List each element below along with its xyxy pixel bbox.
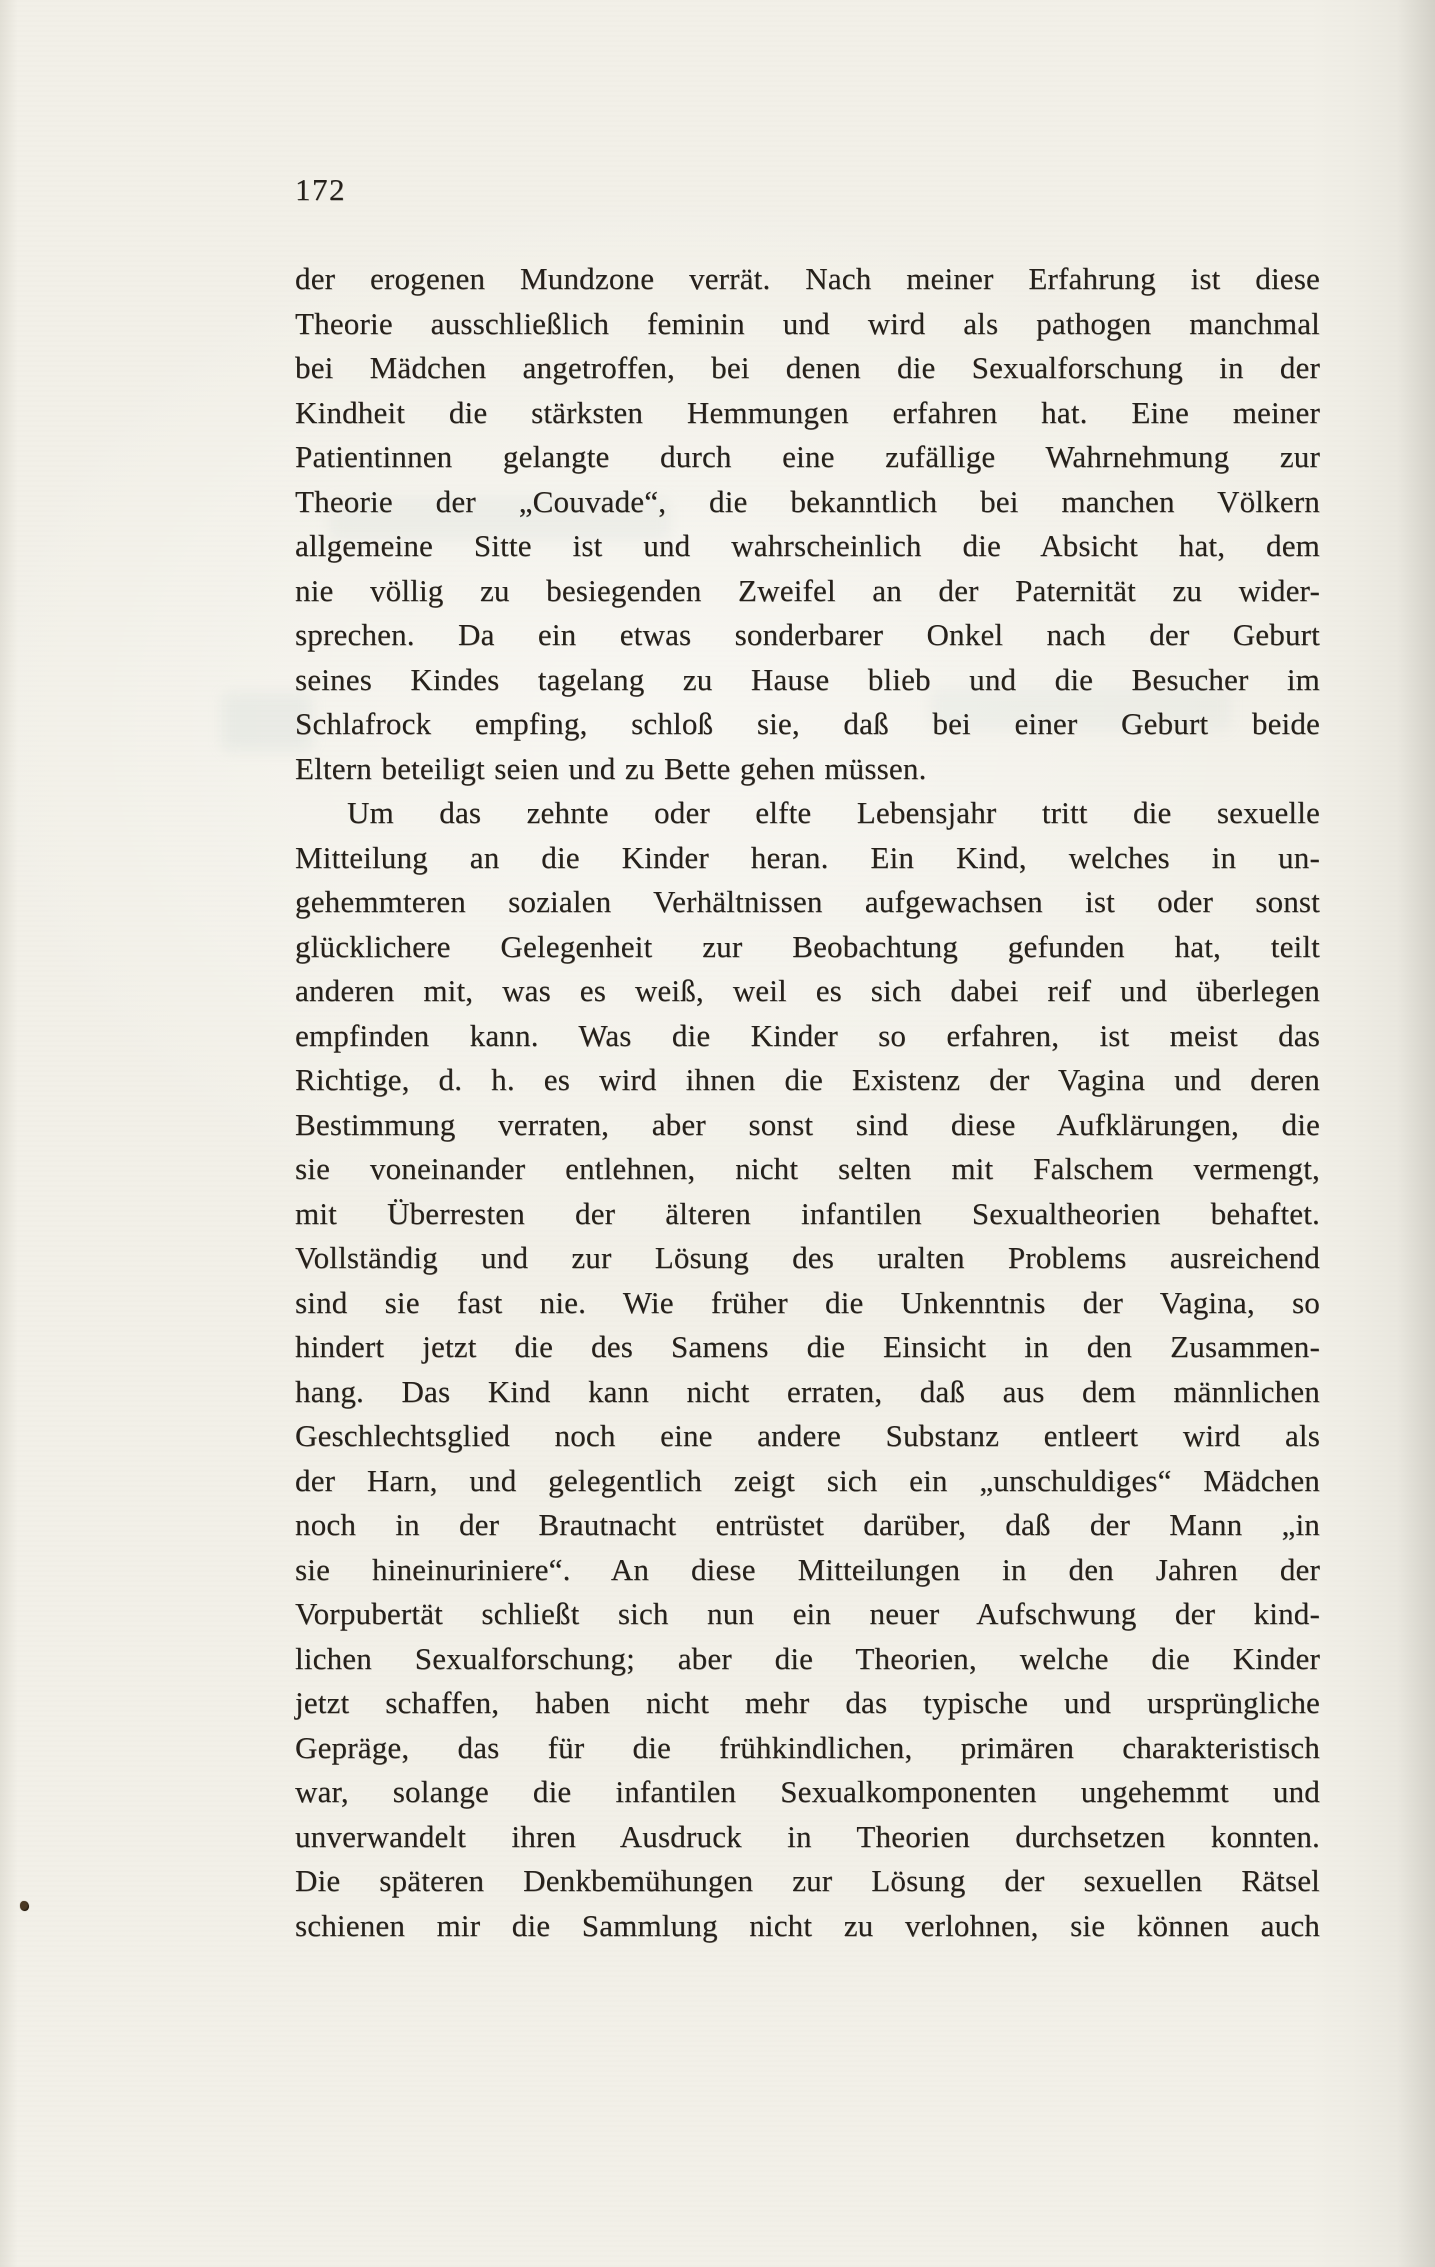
body-text bbox=[295, 257, 1320, 1948]
text-line: Vollständig und zur Lösung des uralten Problems ausreichend bbox=[295, 1240, 1320, 1275]
page-number: 172 bbox=[295, 172, 346, 207]
text-line: Vorpubertät schließt sich nun ein neuer Aufschwung der kind- bbox=[295, 1596, 1320, 1631]
text-line: mit Überresten der älteren infantilen Sexualtheorien behaftet. bbox=[295, 1195, 1320, 1231]
text-line: Theorie ausschließlich feminin und wird als pathogen manchmal bbox=[295, 305, 1320, 341]
text-line: bei Mädchen angetroffen, bei denen die Sexualforschung in der bbox=[295, 350, 1320, 385]
text-line: Gepräge, das für die frühkindlichen, primären charakteristisch bbox=[295, 1729, 1320, 1765]
text-line: Richtige, d. h. es wird ihnen die Existenz der Vagina und deren bbox=[295, 1062, 1320, 1097]
text-line: Theorie der „Couvade“, die bekanntlich bei manchen Völkern bbox=[295, 483, 1320, 519]
text-line: glücklichere Gelegenheit zur Beobachtung gefunden hat, teilt bbox=[295, 928, 1320, 964]
ink-speck bbox=[20, 1901, 29, 1911]
text-line: unverwandelt ihren Ausdruck in Theorien durchsetzen konnten. bbox=[295, 1818, 1320, 1854]
text-line: Schlafrock empfing, schloß sie, daß bei einer Geburt beide bbox=[295, 706, 1320, 741]
text-line: allgemeine Sitte ist und wahrscheinlich die Absicht hat, dem bbox=[295, 528, 1320, 563]
text-line: Um das zehnte oder elfte Lebensjahr tritt die sexuelle bbox=[347, 795, 1320, 830]
text-line: Die späteren Denkbemühungen zur Lösung der sexuellen Rätsel bbox=[295, 1863, 1320, 1898]
text-line: war, solange die infantilen Sexualkomponenten ungehemmt und bbox=[295, 1774, 1320, 1809]
text-line: hang. Das Kind kann nicht erraten, daß aus dem männlichen bbox=[295, 1373, 1320, 1409]
text-line: der erogenen Mundzone verrät. Nach meiner Erfahrung ist diese bbox=[295, 261, 1320, 296]
text-line: noch in der Brautnacht entrüstet darüber, daß der Mann „in bbox=[295, 1507, 1320, 1542]
text-line: gehemmteren sozialen Verhältnissen aufgewachsen ist oder sonst bbox=[295, 884, 1320, 919]
text-line: seines Kindes tagelang zu Hause blieb und die Besucher im bbox=[295, 661, 1320, 697]
text-line: sie voneinander entlehnen, nicht selten mit Falschem vermengt, bbox=[295, 1151, 1320, 1186]
text-line: sie hineinuriniere“. An diese Mitteilungen in den Jahren der bbox=[295, 1551, 1320, 1587]
text-line: Patientinnen gelangte durch eine zufällige Wahrnehmung zur bbox=[295, 439, 1320, 474]
text-line: sind sie fast nie. Wie früher die Unkenntnis der Vagina, so bbox=[295, 1284, 1320, 1320]
text-line: sprechen. Da ein etwas sonderbarer Onkel nach der Geburt bbox=[295, 617, 1320, 652]
text-line: jetzt schaffen, haben nicht mehr das typische und ursprüngliche bbox=[295, 1685, 1320, 1720]
text-line: der Harn, und gelegentlich zeigt sich ein „unschuldiges“ Mädchen bbox=[295, 1462, 1320, 1498]
text-line: empfinden kann. Was die Kinder so erfahren, ist meist das bbox=[295, 1017, 1320, 1053]
text-line: nie völlig zu besiegenden Zweifel an der Paternität zu wider- bbox=[295, 572, 1320, 608]
text-line: Mitteilung an die Kinder heran. Ein Kind, welches in un- bbox=[295, 839, 1320, 875]
text-line: hindert jetzt die des Samens die Einsicht in den Zusammen- bbox=[295, 1329, 1320, 1364]
text-line: Eltern beteiligt seien und zu Bette gehen müssen. bbox=[295, 750, 927, 786]
text-line: lichen Sexualforschung; aber die Theorien, welche die Kinder bbox=[295, 1640, 1320, 1676]
text-line: anderen mit, was es weiß, weil es sich dabei reif und überlegen bbox=[295, 973, 1320, 1008]
text-line: Geschlechtsglied noch eine andere Substanz entleert wird als bbox=[295, 1418, 1320, 1453]
text-line: schienen mir die Sammlung nicht zu verlohnen, sie können auch bbox=[295, 1907, 1320, 1943]
text-line: Bestimmung verraten, aber sonst sind diese Aufklärungen, die bbox=[295, 1106, 1320, 1142]
text-line: Kindheit die stärksten Hemmungen erfahren hat. Eine meiner bbox=[295, 394, 1320, 430]
